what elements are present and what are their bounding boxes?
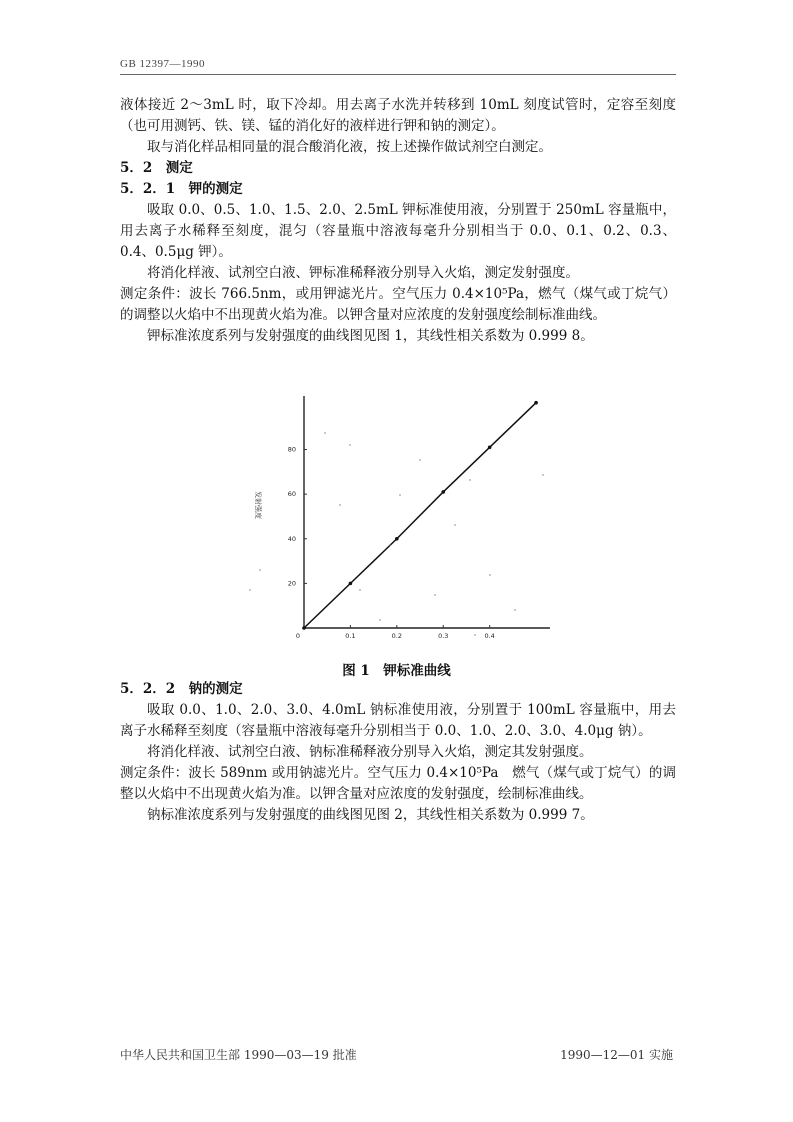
x-tick-label: 0.4 bbox=[484, 632, 495, 640]
x-tick-label: 0 bbox=[295, 632, 301, 640]
data-point bbox=[488, 446, 492, 450]
x-tick-label: 0.1 bbox=[345, 632, 356, 640]
y-tick-label: 20 bbox=[287, 579, 296, 588]
standard-code-header: GB 12397—1990 bbox=[120, 58, 206, 70]
paragraph: 钠标准浓度系列与发射强度的曲线图见图 2，其线性相关系数为 0.999 7。 bbox=[147, 807, 594, 823]
paragraph: 测定条件：波长 589nm 或用钠滤光片。空气压力 0.4×10⁵Pa 燃气（煤气或丁烷气）的调整以火焰中不出现黄火焰为准。以钾含量对应浓度的发射强度，绘制标准曲线。 bbox=[120, 765, 676, 802]
x-tick-label: 0.2 bbox=[391, 632, 403, 640]
paragraph: 吸取 0.0、1.0、2.0、3.0、4.0mL 钠标准使用液，分别置于 100mL 容量瓶中，用去离子水稀释至刻度（容量瓶中溶液每毫升分别相当于 0.0、1.0、2.0、3.0、4.0μg 钠）。 bbox=[120, 702, 676, 739]
body-text-bottom bbox=[120, 679, 676, 826]
section-heading: 5．2 测定 bbox=[120, 160, 193, 176]
speckle bbox=[434, 594, 435, 595]
speckle bbox=[399, 494, 400, 495]
body-text-top bbox=[120, 95, 676, 347]
data-point bbox=[349, 582, 353, 586]
speckle bbox=[249, 589, 250, 590]
speckle bbox=[389, 544, 390, 545]
paragraph: 吸取 0.0、0.5、1.0、1.5、2.0、2.5mL 钾标准使用液，分别置于 250mL 容量瓶中，用去离子水稀释至刻度，混匀（容量瓶中溶液每毫升分别相当于 0.0、0.1、0.2、0.3、0.4、0.5μg 钾）。 bbox=[120, 202, 676, 260]
speckle bbox=[324, 432, 325, 433]
paragraph: 将消化样液、试剂空白液、钠标准稀释液分别导入火焰，测定其发射强度。 bbox=[147, 744, 593, 760]
section-heading: 5．2．1 钾的测定 bbox=[120, 181, 243, 197]
speckle bbox=[489, 574, 490, 575]
paragraph: 将消化样液、试剂空白液、钾标准稀释液分别导入火焰，测定发射强度。 bbox=[147, 265, 579, 281]
speckle bbox=[359, 589, 360, 590]
speckle bbox=[349, 444, 350, 445]
paragraph: 液体接近 2～3mL 时，取下冷却。用去离子水洗并转移到 10mL 刻度试管时，定容至刻度（也可用测钙、铁、镁、锰的消化好的液样进行钾和钠的测定）。 bbox=[120, 97, 676, 134]
speckle bbox=[379, 619, 380, 620]
implementation-footer: 1990—12—01 实施 bbox=[560, 1048, 673, 1062]
data-point bbox=[441, 490, 445, 494]
y-tick-label: 40 bbox=[287, 534, 296, 543]
paragraph: 钾标准浓度系列与发射强度的曲线图见图 1，其线性相关系数为 0.999 8。 bbox=[147, 328, 594, 344]
y-tick-label: 80 bbox=[287, 445, 296, 454]
approval-footer: 中华人民共和国卫生部 1990—03—19 批准 bbox=[120, 1048, 357, 1062]
data-point bbox=[534, 401, 538, 405]
chart-series bbox=[302, 401, 538, 630]
speckle bbox=[339, 504, 340, 505]
header-divider bbox=[120, 74, 676, 75]
speckle bbox=[454, 524, 455, 525]
x-tick-label: 0.3 bbox=[438, 632, 449, 640]
standard-curve-line bbox=[304, 403, 536, 628]
speckle bbox=[474, 634, 475, 635]
data-point bbox=[395, 537, 399, 541]
data-point bbox=[302, 626, 306, 630]
speckle bbox=[469, 479, 470, 480]
y-tick-label: 60 bbox=[287, 490, 296, 499]
speckle bbox=[259, 569, 260, 570]
speckle bbox=[542, 474, 543, 475]
figure-1-caption: 图 1 钾标准曲线 bbox=[342, 663, 451, 679]
paragraph: 取与消化样品相同量的混合酸消化液，按上述操作做试剂空白测定。 bbox=[147, 139, 552, 155]
y-axis-label: 发射强度 bbox=[254, 491, 262, 519]
paragraph: 测定条件：波长 766.5nm，或用钾滤光片。空气压力 0.4×10⁵Pa，燃气（煤气或丁烷气）的调整以火焰中不出现黄火焰为准。以钾含量对应浓度的发射强度绘制标准曲线。 bbox=[120, 286, 676, 323]
speckle bbox=[419, 459, 420, 460]
speckle bbox=[514, 609, 515, 610]
section-heading: 5．2．2 钠的测定 bbox=[120, 681, 243, 697]
chart-ticks bbox=[254, 446, 495, 640]
potassium-standard-curve-chart bbox=[240, 385, 560, 655]
